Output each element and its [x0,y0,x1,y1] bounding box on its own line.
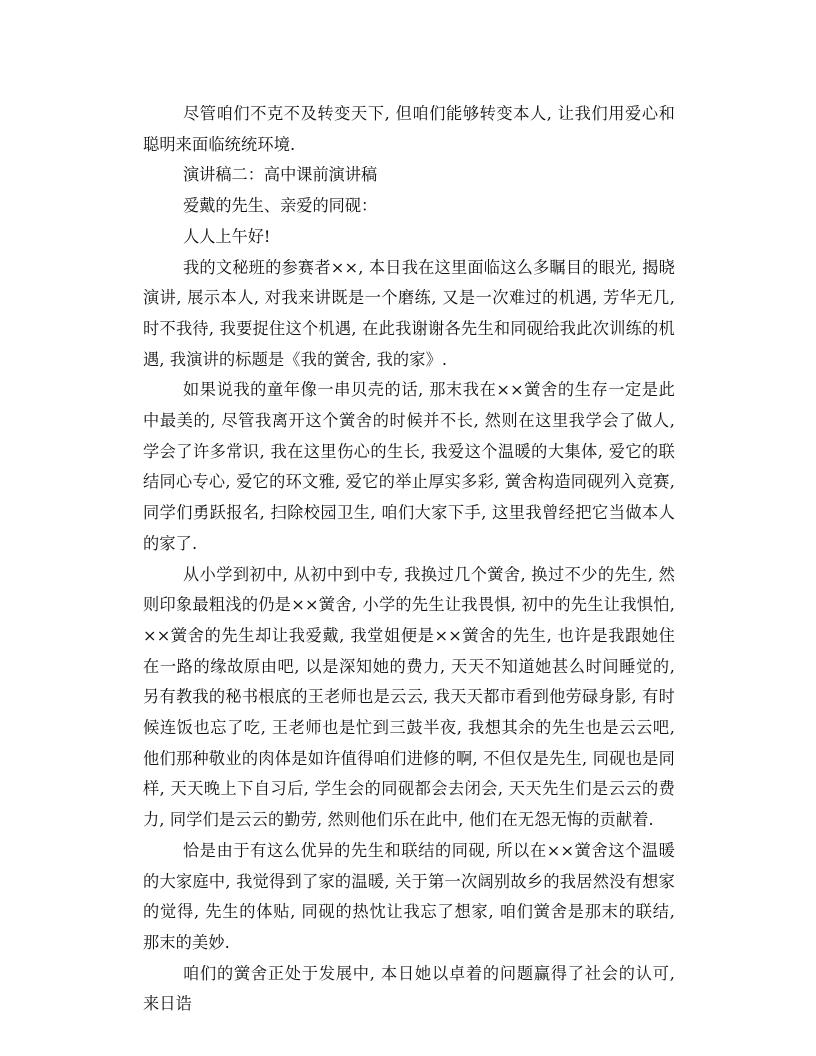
speech-heading: 演讲稿二：高中课前演讲稿 [183,165,378,185]
document-body [143,99,675,1020]
paragraph-teachers: 从小学到初中, 从初中到中专, 我换过几个黉舍, 换过不少的先生, 然则印象最粗浅的仍是××黉舍, 小学的先生让我畏惧, 初中的先生让我惧怕, ××黉舍的先生却让我爱戴, 我堂姐便是××黉舍的先生, 也许是我跟她住在一路的缘故原由吧, 以是深知她的费力, 天天不知道她甚么时间睡觉的, 另有教我的秘书根底的王老师也是云云, 我天天都市看到他劳碌身影, 有时候连饭也忘了吃, 王老师也是忙到三鼓半夜, 我想其余的先生也是云云吧, 他们那种敬业的肉体是如许值得咱们进修的啊, 不但仅是先生, 同砚也是同样, 天天晚上下自习后, 学生会的同砚都会去闭会, 天天先生们是云云的费力, 同学们是云云的勤劳, 然则他们乐在此中, 他们在无怨无悔的贡献着. [143,564,675,830]
paragraph-conclusion: 尽管咱们不克不及转变天下, 但咱们能够转变本人, 让我们用爱心和聪明来面临统统环境. [143,104,675,154]
paragraph-childhood: 如果说我的童年像一串贝壳的话, 那末我在××黉舍的生存一定是此中最美的, 尽管我离开这个黉舍的时候并不长, 然则在这里我学会了做人, 学会了许多常识, 我在这里伤心的生长, 我爱这个温暖的大集体, 爱它的联结同心专心, 爱它的环文雅, 爱它的举止厚实多彩, 黉舍构造同砚列入竞赛, 同学们勇跃报名, 扫除校园卫生, 咱们大家下手, 这里我曾经把它当做本人的家了. [143,380,675,553]
greeting: 人人上午好! [183,226,271,246]
paragraph-introduction: 我的文秘班的参赛者××, 本日我在这里面临这么多瞩目的眼光, 揭晓演讲, 展示本人, 对我来讲既是一个磨练, 又是一次难过的机遇, 芳华无几, 时不我待, 我要捉住这个机遇, 在此我谢谢各先生和同砚给我此次训练的机遇, 我演讲的标题是《我的黉舍, 我的家》. [143,257,675,369]
salutation: 爱戴的先生、亲爱的同砚： [183,196,378,216]
paragraph-family: 恰是由于有这么优异的先生和联结的同砚, 所以在××黉舍这个温暖的大家庭中, 我觉得到了家的温暖, 关于第一次阔别故乡的我居然没有想家的觉得, 先生的体贴, 同砚的热忱让我忘了想家, 咱们黉舍是那末的联结, 那末的美妙. [143,840,675,952]
paragraph-development: 咱们的黉舍正处于发展中, 本日她以卓着的问题赢得了社会的认可, 来日诰 [143,963,675,1014]
